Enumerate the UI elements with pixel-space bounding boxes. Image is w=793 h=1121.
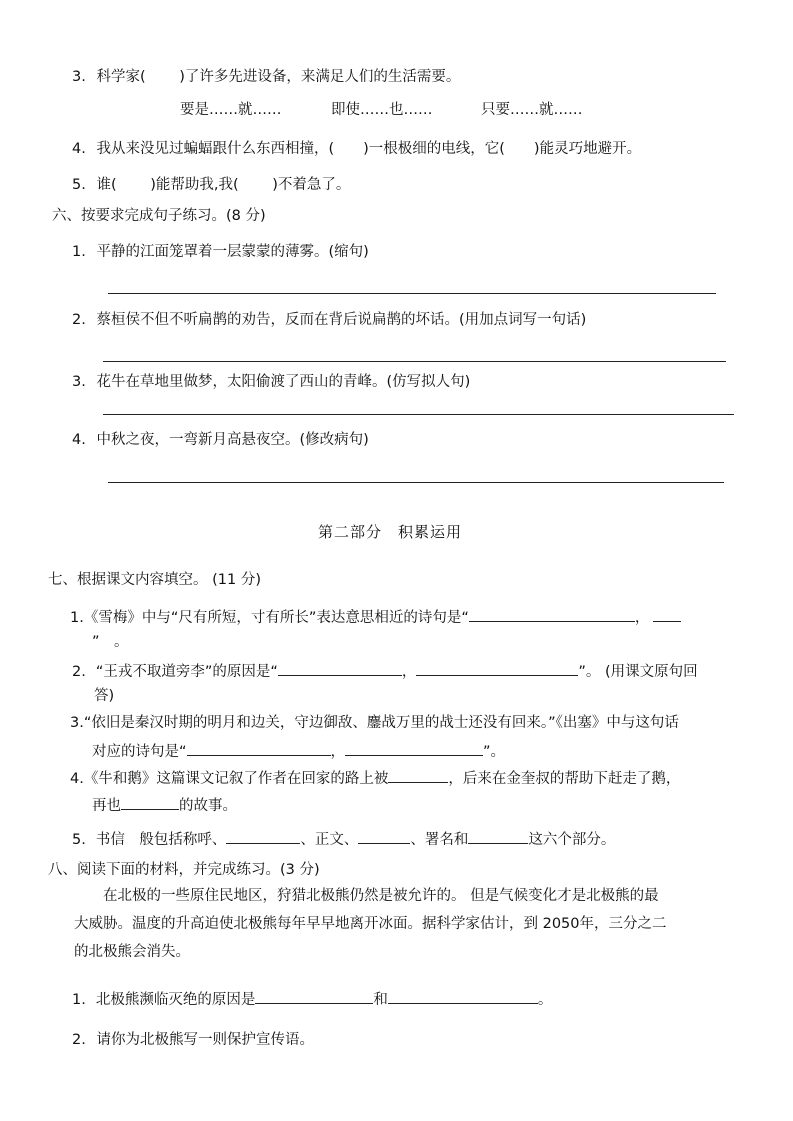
s8-q2-line [72, 1030, 314, 1050]
s7-q2-text-a: “王戎不取道旁李”的原因是“ [95, 664, 278, 680]
s5-q5-line [72, 175, 350, 195]
s7-q3-text-b: 对应的诗句是“ [92, 744, 187, 760]
s7-q4-blank-1[interactable] [388, 767, 448, 783]
s7-q1-blank-2[interactable] [653, 606, 681, 622]
s6-item-1-text: 平静的江面笼罩着一层蒙蒙的薄雾。(缩句) [96, 244, 369, 260]
s7-q5-text-d: 这六个部分。 [528, 832, 616, 848]
part2-title: 第二部分 积累运用 [318, 523, 463, 541]
s6-item-4-num: 4. [72, 432, 86, 448]
s8-q1-num: 1. [72, 992, 86, 1008]
s7-q1-text-b: ， [634, 610, 650, 626]
s5-q5-num: 5. [72, 177, 86, 193]
s7-q3-blank-1[interactable] [187, 740, 331, 756]
s7-q1-num: 1. [70, 610, 84, 626]
s5-q5-text: 谁( )能帮助我,我( )不着急了。 [96, 177, 351, 193]
s8-passage-line-1: 在北极的一些原住民地区，狩猎北极熊仍然是被允许的。 但是气候变化才是北极熊的最 [74, 888, 659, 904]
s6-item-2-text: 蔡桓侯不但不听扁鹊的劝告，反而在背后说扁鹊的坏话。(用加点词写一句话) [96, 312, 587, 328]
section6-heading: 六、按要求完成句子练习。(8 分) [52, 208, 266, 224]
s7-q2-blank-1[interactable] [278, 660, 402, 676]
s5-q3-option-1: 要是……就…… [180, 102, 282, 118]
s8-q1-text-c: 。 [537, 992, 553, 1008]
s7-q1-text-a: 《雪梅》中与“尺有所短，寸有所长”表达意思相近的诗句是“ [83, 610, 469, 626]
s7-q3-text-c: ， [330, 744, 346, 760]
s8-q1-text-a: 北极熊濒临灭绝的原因是 [95, 992, 256, 1008]
s7-q3-blank-2[interactable] [345, 740, 483, 756]
s6-item-2 [72, 310, 586, 330]
s8-q2-num: 2. [72, 1032, 86, 1048]
s7-q1-blank-1[interactable] [469, 606, 635, 622]
s7-q5-blank-2[interactable] [358, 828, 410, 844]
s6-item-1 [72, 242, 369, 262]
s8-passage-line-2: 大威胁。温度的升高迫使北极熊每年早早地离开冰面。据科学家估计，到 2050年，三分之二 [74, 916, 667, 932]
s7-q3-text-d: ”。 [483, 744, 506, 760]
s6-item-3-num: 3. [72, 374, 86, 390]
s7-q2-end: 答) [94, 688, 115, 704]
s7-q2-text-b: ， [401, 664, 417, 680]
s8-q1-text-b: 和 [373, 992, 388, 1008]
s7-q4-text-b: ，后来在金奎叔的帮助下赶走了鹅， [448, 771, 681, 787]
s7-q3-line-1 [70, 713, 679, 733]
s7-q3-num: 3. [70, 715, 84, 731]
s7-q5-blank-1[interactable] [226, 828, 300, 844]
s7-q5-blank-3[interactable] [468, 828, 528, 844]
s7-q4-text-d: 的故事。 [179, 798, 237, 814]
s8-q2-text: 请你为北极熊写一则保护宣传语。 [96, 1032, 314, 1048]
section7-heading: 七、根据课文内容填空。 (11 分) [48, 572, 261, 588]
s5-q3-text: 科学家( )了许多先进设备，来满足人们的生活需要。 [96, 69, 461, 85]
s7-q5-text-a: 书信 般包括称呼、 [95, 832, 227, 848]
s6-item-1-num: 1. [72, 244, 86, 260]
s8-q1-line [72, 988, 552, 1010]
s7-q2-text-c: ”。 (用课文原句回 [578, 664, 698, 680]
s7-q4-text-c: 再也 [92, 798, 121, 814]
s7-q3-text-a: “依旧是秦汉时期的明月和边关，守边御敌、鏖战万里的战士还没有回来。”《出塞》中与这句话 [83, 715, 679, 731]
s6-answer-line-2[interactable] [103, 361, 726, 362]
s5-q3-line [72, 67, 460, 87]
s5-q4-text: 我从来没见过蝙蝠跟什么东西相撞，( )一根极细的电线，它( )能灵巧地避开。 [96, 141, 642, 157]
section8-heading: 八、阅读下面的材料，并完成练习。(3 分) [48, 862, 320, 878]
s7-q1-end: ” 。 [92, 634, 129, 650]
s5-q4-line [72, 139, 641, 159]
s6-item-3-text: 花牛在草地里做梦，太阳偷渡了西山的青峰。(仿写拟人句) [96, 374, 471, 390]
s8-passage-line-3: 的北极熊会消失。 [74, 944, 190, 960]
s6-item-4 [72, 430, 369, 450]
s7-q5-text-b: 、正文、 [300, 832, 359, 848]
s7-q2-line [72, 660, 698, 682]
s7-q5-num: 5. [72, 832, 86, 848]
s6-answer-line-4[interactable] [108, 482, 724, 483]
s5-q3-option-3: 只要……就…… [481, 102, 583, 118]
s5-q3-option-2: 即使……也…… [331, 102, 433, 118]
s7-q1-line [70, 606, 681, 628]
s7-q2-blank-2[interactable] [416, 660, 578, 676]
s6-item-4-text: 中秋之夜，一弯新月高悬夜空。(修改病句) [96, 432, 369, 448]
s7-q4-line-1 [70, 767, 680, 789]
s7-q3-line-2 [92, 740, 505, 762]
s6-answer-line-1[interactable] [108, 293, 716, 294]
s7-q4-blank-2[interactable] [121, 794, 179, 810]
s6-item-2-num: 2. [72, 312, 86, 328]
s7-q4-text-a: 《牛和鹅》这篇课文记叙了作者在回家的路上被 [83, 771, 389, 787]
s6-item-3 [72, 372, 470, 392]
s7-q2-num: 2. [72, 664, 86, 680]
s7-q4-num: 4. [70, 771, 84, 787]
s7-q4-line-2 [92, 794, 237, 816]
s5-q3-num: 3. [72, 69, 86, 85]
s7-q5-text-c: 、署名和 [410, 832, 469, 848]
s5-q4-num: 4. [72, 141, 86, 157]
s6-answer-line-3[interactable] [103, 414, 734, 415]
s8-q1-blank-2[interactable] [388, 988, 538, 1004]
s7-q5-line [72, 828, 615, 850]
s8-q1-blank-1[interactable] [255, 988, 373, 1004]
